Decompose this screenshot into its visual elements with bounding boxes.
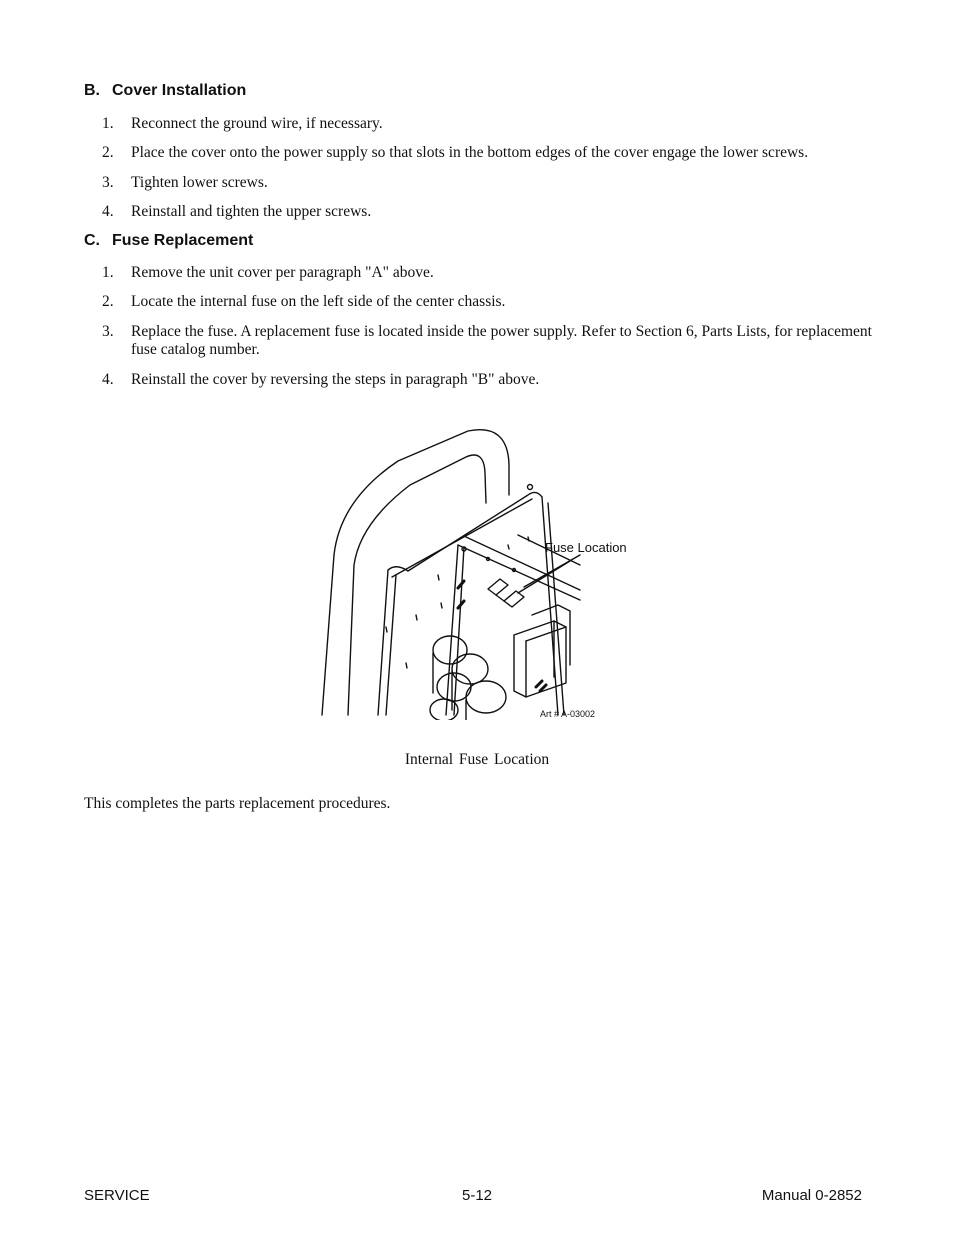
list-item <box>102 115 872 133</box>
step-text: Remove the unit cover per paragraph "A" above. <box>131 264 434 281</box>
closing-paragraph: This completes the parts replacement procedures. <box>84 795 391 812</box>
list-item <box>102 144 872 162</box>
list-item <box>102 174 872 192</box>
step-number: 3. <box>102 174 114 191</box>
step-text: Reinstall the cover by reversing the steps in paragraph "B" above. <box>131 371 540 388</box>
footer-manual-number: Manual 0-2852 <box>761 1187 862 1204</box>
step-number: 3. <box>102 323 114 340</box>
section-title: Cover Installation <box>112 82 247 99</box>
step-number: 2. <box>102 144 114 161</box>
footer-section: SERVICE <box>84 1187 150 1204</box>
list-item <box>102 323 872 359</box>
list-item <box>102 371 872 389</box>
internal-fuse-figure <box>318 425 638 720</box>
figure-caption: Internal Fuse Location <box>404 751 550 768</box>
step-text: Tighten lower screws. <box>131 174 268 191</box>
step-number: 4. <box>102 371 114 388</box>
list-item <box>102 203 872 221</box>
step-number: 2. <box>102 293 114 310</box>
section-letter: B. <box>84 82 100 99</box>
section-b-heading <box>84 82 246 100</box>
step-text: Reconnect the ground wire, if necessary. <box>131 115 383 132</box>
step-text: Replace the fuse. A replacement fuse is located inside the power supply. Refer to Section 6, Parts Lists, for replacement fuse catalog number. <box>131 323 872 358</box>
section-c-heading <box>84 232 253 250</box>
section-title: Fuse Replacement <box>112 232 254 249</box>
fuse-location-callout: Fuse Location <box>545 540 627 555</box>
art-number: Art # A-03002 <box>540 709 596 719</box>
footer-page-number: 5-12 <box>461 1187 493 1204</box>
section-letter: C. <box>84 232 100 249</box>
step-number: 1. <box>102 115 114 132</box>
power-supply-illustration <box>318 425 638 720</box>
step-number: 1. <box>102 264 114 281</box>
step-text: Locate the internal fuse on the left side of the center chassis. <box>131 293 506 310</box>
list-item <box>102 264 872 282</box>
step-number: 4. <box>102 203 114 220</box>
list-item <box>102 293 872 311</box>
step-text: Reinstall and tighten the upper screws. <box>131 203 372 220</box>
step-text: Place the cover onto the power supply so that slots in the bottom edges of the cover engage the lower screws. <box>131 144 809 161</box>
